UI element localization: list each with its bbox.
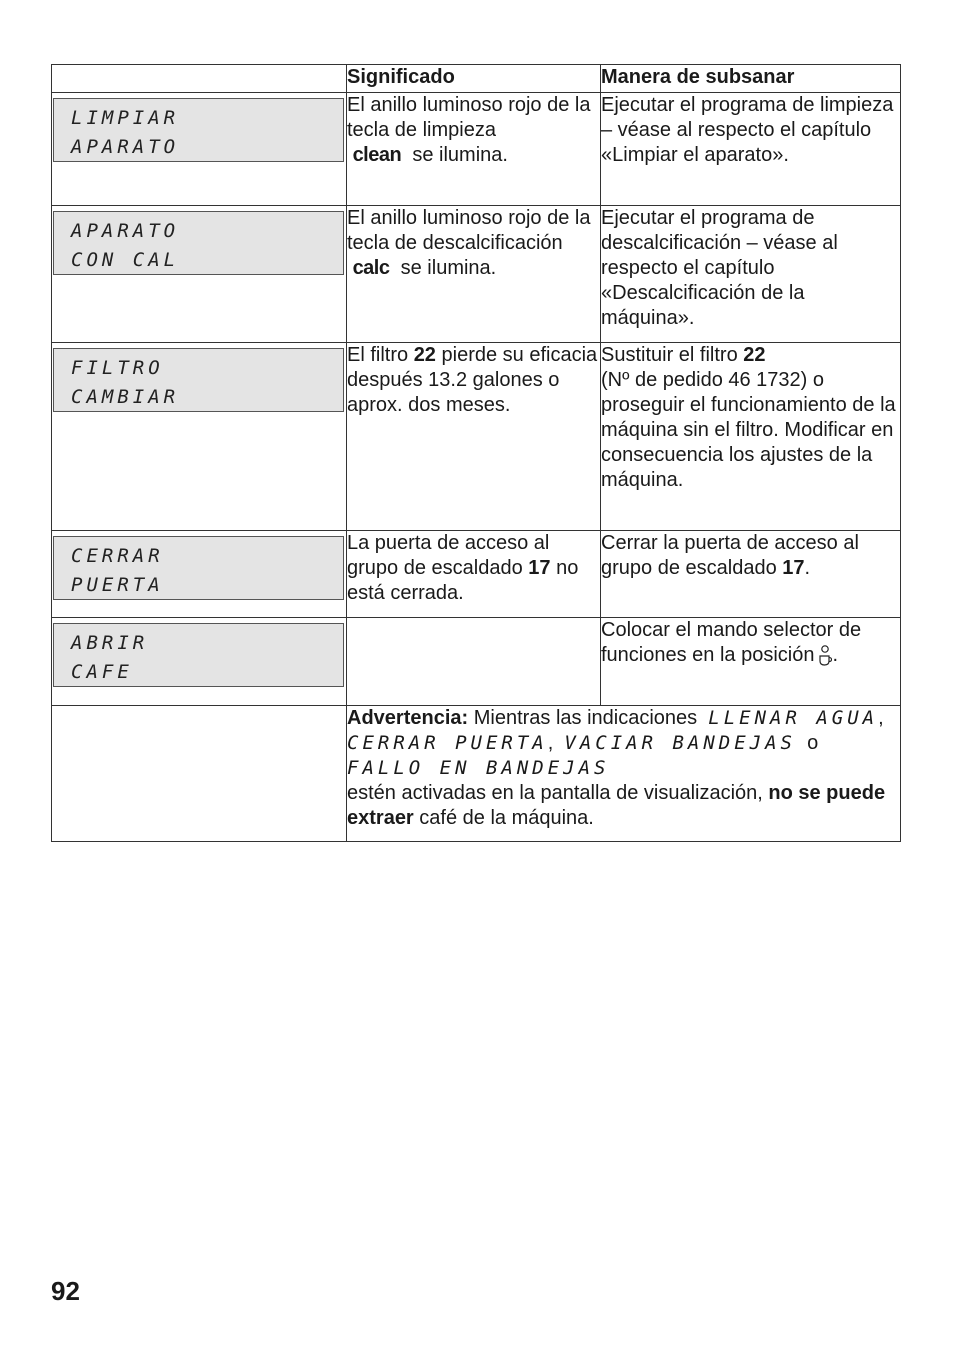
lcd-display: APARATO CON CAL — [53, 211, 344, 275]
calc-key-label: calc — [352, 257, 390, 279]
hot-water-position-icon — [818, 645, 832, 674]
meaning-cell: El anillo luminoso rojo de la tecla de limpieza clean se ilumina. — [347, 93, 601, 206]
lcd-display: CERRAR PUERTA — [53, 536, 344, 600]
lcd-display: FILTRO CAMBIAR — [53, 348, 344, 412]
warning-row — [52, 706, 901, 842]
display-cell — [52, 343, 347, 531]
table-row — [52, 618, 901, 706]
table-row — [52, 93, 901, 206]
display-cell — [52, 206, 347, 343]
remedy-cell: Colocar el mando selector de funciones en la posición . — [601, 618, 901, 706]
table-row — [52, 206, 901, 343]
lcd-display: ABRIR CAFE — [53, 623, 344, 687]
remedy-cell: Sustituir el filtro 22 (Nº de pedido 46 1732) o proseguir el funcionamiento de la máquina sin el filtro. Modificar en consecuencia los ajustes de la máquina. — [601, 343, 901, 531]
warning-empty-cell — [52, 706, 347, 842]
table-row — [52, 531, 901, 618]
table-header-row — [52, 65, 901, 93]
meaning-cell: El filtro 22 pierde su eficacia después 13.2 galones o aprox. dos meses. — [347, 343, 601, 531]
remedy-cell: Cerrar la puerta de acceso al grupo de escaldado 17. — [601, 531, 901, 618]
meaning-cell — [347, 618, 601, 706]
display-cell — [52, 531, 347, 618]
meaning-cell: El anillo luminoso rojo de la tecla de descalcificación calc se ilumina. — [347, 206, 601, 343]
header-meaning: Significado — [347, 65, 601, 93]
lcd-display: LIMPIAR APARATO — [53, 98, 344, 162]
header-remedy: Manera de subsanar — [601, 65, 901, 93]
clean-key-label: clean — [352, 144, 402, 166]
remedy-cell: Ejecutar el programa de descalcificación – véase al respecto el capítulo «Descalcificación de la máquina». — [601, 206, 901, 343]
meaning-cell: La puerta de acceso al grupo de escaldado 17 no está cerrada. — [347, 531, 601, 618]
remedy-cell: Ejecutar el programa de limpieza – véase al respecto el capítulo «Limpiar el aparato». — [601, 93, 901, 206]
header-empty-cell — [52, 65, 347, 93]
display-cell — [52, 93, 347, 206]
display-cell — [52, 618, 347, 706]
troubleshooting-table — [51, 64, 901, 842]
warning-cell: Advertencia: Mientras las indicaciones LLENAR AGUA, CERRAR PUERTA, VACIAR BANDEJAS o FALLO EN BANDEJAS estén activadas en la pantalla de visualización, no se puede extraer café de la máquina. — [347, 706, 901, 842]
page-number: 92 — [51, 1276, 80, 1306]
table-row — [52, 343, 901, 531]
